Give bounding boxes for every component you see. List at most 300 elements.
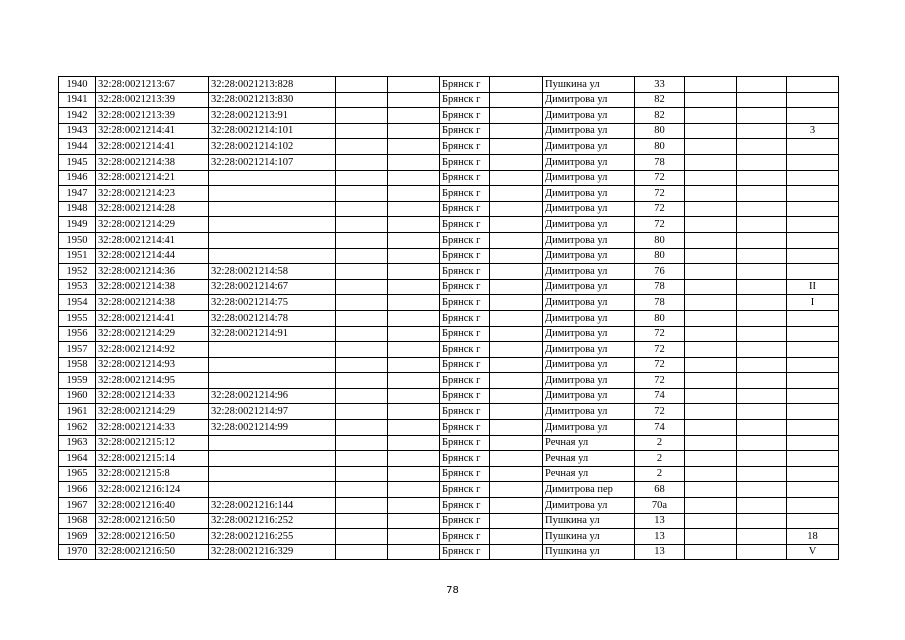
cell-empty xyxy=(490,108,543,124)
cell-house: 13 xyxy=(635,529,685,545)
cell-cad1: 32:28:0021214:29 xyxy=(96,404,209,420)
cell-cad2: 32:28:0021213:91 xyxy=(209,108,336,124)
cell-house: 2 xyxy=(635,435,685,451)
cell-empty xyxy=(737,310,787,326)
cell-city: Брянск г xyxy=(440,326,490,342)
cell-num: 1942 xyxy=(59,108,96,124)
cell-empty xyxy=(336,404,388,420)
cell-empty xyxy=(490,482,543,498)
cell-street: Димитрова ул xyxy=(543,498,635,514)
cell-cad2: 32:28:0021213:828 xyxy=(209,77,336,93)
cell-num: 1941 xyxy=(59,92,96,108)
cell-cad2 xyxy=(209,482,336,498)
cell-empty xyxy=(336,435,388,451)
cell-empty xyxy=(490,373,543,389)
cell-num: 1940 xyxy=(59,77,96,93)
cell-num: 1947 xyxy=(59,186,96,202)
cell-empty xyxy=(388,201,440,217)
cell-empty xyxy=(336,77,388,93)
cell-empty xyxy=(737,170,787,186)
table-row xyxy=(59,466,839,482)
table-row xyxy=(59,154,839,170)
cell-empty xyxy=(685,342,737,358)
cell-num: 1965 xyxy=(59,466,96,482)
cell-cad1: 32:28:0021214:33 xyxy=(96,388,209,404)
cell-cad2 xyxy=(209,373,336,389)
cell-extra xyxy=(787,482,839,498)
cell-empty xyxy=(737,108,787,124)
cell-empty xyxy=(490,420,543,436)
cell-street: Речная ул xyxy=(543,451,635,467)
cell-house: 74 xyxy=(635,388,685,404)
cell-street: Димитрова ул xyxy=(543,186,635,202)
cell-extra xyxy=(787,108,839,124)
table-row xyxy=(59,420,839,436)
cell-city: Брянск г xyxy=(440,123,490,139)
cell-empty xyxy=(388,451,440,467)
cell-street: Пушкина ул xyxy=(543,544,635,560)
cell-empty xyxy=(388,420,440,436)
cell-empty xyxy=(685,373,737,389)
cell-empty xyxy=(490,435,543,451)
cell-cad1: 32:28:0021213:67 xyxy=(96,77,209,93)
cell-street: Димитрова ул xyxy=(543,123,635,139)
table-row xyxy=(59,404,839,420)
cell-cad2: 32:28:0021214:102 xyxy=(209,139,336,155)
cell-empty xyxy=(737,186,787,202)
cell-empty xyxy=(685,498,737,514)
table-row xyxy=(59,232,839,248)
cell-cad2: 32:28:0021214:99 xyxy=(209,420,336,436)
cell-city: Брянск г xyxy=(440,295,490,311)
cell-empty xyxy=(336,186,388,202)
cell-num: 1966 xyxy=(59,482,96,498)
cell-cad1: 32:28:0021214:95 xyxy=(96,373,209,389)
cell-cad1: 32:28:0021214:41 xyxy=(96,232,209,248)
cell-empty xyxy=(336,217,388,233)
cell-extra: V xyxy=(787,544,839,560)
cell-empty xyxy=(685,357,737,373)
cell-empty xyxy=(685,404,737,420)
cell-empty xyxy=(388,264,440,280)
cell-num: 1957 xyxy=(59,342,96,358)
cell-extra xyxy=(787,357,839,373)
cell-cad2: 32:28:0021214:75 xyxy=(209,295,336,311)
cell-city: Брянск г xyxy=(440,232,490,248)
cell-city: Брянск г xyxy=(440,342,490,358)
cell-cad1: 32:28:0021213:39 xyxy=(96,92,209,108)
cell-extra xyxy=(787,342,839,358)
cell-empty xyxy=(490,513,543,529)
cell-empty xyxy=(685,154,737,170)
cell-street: Димитрова ул xyxy=(543,108,635,124)
cell-extra xyxy=(787,498,839,514)
cell-num: 1946 xyxy=(59,170,96,186)
cell-house: 80 xyxy=(635,310,685,326)
cell-empty xyxy=(685,420,737,436)
cell-empty xyxy=(336,201,388,217)
cell-empty xyxy=(336,310,388,326)
cell-empty xyxy=(388,498,440,514)
cell-extra xyxy=(787,139,839,155)
cell-extra: 3 xyxy=(787,123,839,139)
cell-house: 68 xyxy=(635,482,685,498)
cell-empty xyxy=(336,513,388,529)
cell-street: Димитрова пер xyxy=(543,482,635,498)
cell-city: Брянск г xyxy=(440,279,490,295)
cell-street: Димитрова ул xyxy=(543,279,635,295)
cell-cad2 xyxy=(209,232,336,248)
cell-street: Димитрова ул xyxy=(543,326,635,342)
cell-empty xyxy=(490,498,543,514)
cell-empty xyxy=(388,279,440,295)
cell-empty xyxy=(490,201,543,217)
cell-num: 1964 xyxy=(59,451,96,467)
cell-cad2 xyxy=(209,186,336,202)
cell-empty xyxy=(685,232,737,248)
cell-empty xyxy=(336,466,388,482)
registry-body xyxy=(59,77,839,560)
cell-city: Брянск г xyxy=(440,513,490,529)
cell-cad1: 32:28:0021214:29 xyxy=(96,326,209,342)
cell-empty xyxy=(336,232,388,248)
cell-extra xyxy=(787,451,839,467)
cell-empty xyxy=(685,248,737,264)
cell-empty xyxy=(685,451,737,467)
cell-empty xyxy=(490,451,543,467)
cell-empty xyxy=(388,326,440,342)
cell-cad1: 32:28:0021215:8 xyxy=(96,466,209,482)
cell-house: 82 xyxy=(635,108,685,124)
cell-num: 1963 xyxy=(59,435,96,451)
cell-empty xyxy=(737,154,787,170)
table-row xyxy=(59,123,839,139)
cell-num: 1943 xyxy=(59,123,96,139)
cell-cad1: 32:28:0021215:14 xyxy=(96,451,209,467)
page-number: 78 xyxy=(446,585,459,596)
cell-city: Брянск г xyxy=(440,248,490,264)
table-row xyxy=(59,373,839,389)
cell-empty xyxy=(685,201,737,217)
cell-house: 80 xyxy=(635,123,685,139)
cell-empty xyxy=(737,342,787,358)
cell-empty xyxy=(490,139,543,155)
cell-empty xyxy=(737,435,787,451)
cell-street: Димитрова ул xyxy=(543,232,635,248)
cell-cad2 xyxy=(209,217,336,233)
cell-empty xyxy=(737,466,787,482)
table-row xyxy=(59,310,839,326)
cell-empty xyxy=(388,108,440,124)
table-row xyxy=(59,92,839,108)
cell-cad2 xyxy=(209,201,336,217)
cell-empty xyxy=(388,482,440,498)
cell-empty xyxy=(490,264,543,280)
cell-num: 1967 xyxy=(59,498,96,514)
cell-city: Брянск г xyxy=(440,404,490,420)
cell-house: 72 xyxy=(635,186,685,202)
cell-empty xyxy=(336,123,388,139)
table-row xyxy=(59,186,839,202)
cell-street: Димитрова ул xyxy=(543,170,635,186)
cell-empty xyxy=(685,170,737,186)
cell-extra xyxy=(787,92,839,108)
cell-extra xyxy=(787,373,839,389)
cell-empty xyxy=(490,342,543,358)
cell-empty xyxy=(490,404,543,420)
cell-num: 1955 xyxy=(59,310,96,326)
cell-empty xyxy=(685,217,737,233)
cell-num: 1969 xyxy=(59,529,96,545)
cell-num: 1949 xyxy=(59,217,96,233)
cell-street: Димитрова ул xyxy=(543,404,635,420)
cell-cad1: 32:28:0021216:50 xyxy=(96,544,209,560)
cell-cad2: 32:28:0021214:58 xyxy=(209,264,336,280)
cell-house: 80 xyxy=(635,232,685,248)
cell-empty xyxy=(685,310,737,326)
cell-empty xyxy=(336,326,388,342)
cell-empty xyxy=(490,295,543,311)
cell-street: Димитрова ул xyxy=(543,420,635,436)
cell-empty xyxy=(737,482,787,498)
cell-empty xyxy=(490,357,543,373)
cell-city: Брянск г xyxy=(440,201,490,217)
cell-empty xyxy=(685,295,737,311)
cell-empty xyxy=(490,123,543,139)
cell-empty xyxy=(336,420,388,436)
cell-empty xyxy=(490,529,543,545)
cell-extra xyxy=(787,435,839,451)
cell-house: 13 xyxy=(635,544,685,560)
cell-empty xyxy=(388,388,440,404)
cell-empty xyxy=(685,92,737,108)
cell-empty xyxy=(737,248,787,264)
cell-cad1: 32:28:0021214:36 xyxy=(96,264,209,280)
cell-empty xyxy=(737,217,787,233)
cell-empty xyxy=(685,388,737,404)
cell-empty xyxy=(388,170,440,186)
cell-street: Пушкина ул xyxy=(543,77,635,93)
cell-street: Пушкина ул xyxy=(543,513,635,529)
cell-empty xyxy=(685,139,737,155)
cell-cad2 xyxy=(209,342,336,358)
cell-empty xyxy=(336,529,388,545)
cell-empty xyxy=(336,357,388,373)
cell-cad2: 32:28:0021214:67 xyxy=(209,279,336,295)
cell-house: 78 xyxy=(635,295,685,311)
cell-num: 1960 xyxy=(59,388,96,404)
cell-empty xyxy=(685,279,737,295)
cell-empty xyxy=(388,217,440,233)
cell-num: 1970 xyxy=(59,544,96,560)
cell-house: 82 xyxy=(635,92,685,108)
cell-cad1: 32:28:0021215:12 xyxy=(96,435,209,451)
cell-extra xyxy=(787,466,839,482)
cell-empty xyxy=(737,388,787,404)
cell-street: Димитрова ул xyxy=(543,139,635,155)
cell-cad1: 32:28:0021216:50 xyxy=(96,513,209,529)
cell-cad2: 32:28:0021216:252 xyxy=(209,513,336,529)
cell-house: 13 xyxy=(635,513,685,529)
cell-empty xyxy=(336,295,388,311)
cell-city: Брянск г xyxy=(440,388,490,404)
cell-empty xyxy=(388,466,440,482)
cell-house: 74 xyxy=(635,420,685,436)
cell-empty xyxy=(490,170,543,186)
cell-empty xyxy=(490,310,543,326)
cell-cad1: 32:28:0021213:39 xyxy=(96,108,209,124)
cell-cad1: 32:28:0021214:21 xyxy=(96,170,209,186)
cell-house: 72 xyxy=(635,217,685,233)
cell-empty xyxy=(685,108,737,124)
table-row xyxy=(59,388,839,404)
cell-cad2: 32:28:0021214:91 xyxy=(209,326,336,342)
cell-empty xyxy=(737,77,787,93)
cell-city: Брянск г xyxy=(440,451,490,467)
cell-extra xyxy=(787,170,839,186)
table-row xyxy=(59,498,839,514)
cell-cad1: 32:28:0021214:38 xyxy=(96,295,209,311)
cell-street: Речная ул xyxy=(543,466,635,482)
cell-empty xyxy=(737,201,787,217)
cell-empty xyxy=(685,264,737,280)
cell-extra xyxy=(787,264,839,280)
cell-house: 2 xyxy=(635,451,685,467)
cell-cad1: 32:28:0021216:124 xyxy=(96,482,209,498)
cell-city: Брянск г xyxy=(440,466,490,482)
cell-empty xyxy=(490,232,543,248)
cell-empty xyxy=(490,77,543,93)
cell-empty xyxy=(336,264,388,280)
cell-extra: II xyxy=(787,279,839,295)
cell-empty xyxy=(388,373,440,389)
cell-empty xyxy=(388,404,440,420)
cell-city: Брянск г xyxy=(440,435,490,451)
cell-street: Димитрова ул xyxy=(543,342,635,358)
cell-num: 1945 xyxy=(59,154,96,170)
cell-city: Брянск г xyxy=(440,357,490,373)
cell-house: 80 xyxy=(635,248,685,264)
cell-cad2: 32:28:0021214:107 xyxy=(209,154,336,170)
table-row xyxy=(59,482,839,498)
cell-empty xyxy=(490,92,543,108)
cell-empty xyxy=(388,310,440,326)
cell-house: 76 xyxy=(635,264,685,280)
cell-empty xyxy=(685,123,737,139)
cell-num: 1962 xyxy=(59,420,96,436)
cell-street: Речная ул xyxy=(543,435,635,451)
cell-city: Брянск г xyxy=(440,186,490,202)
cell-house: 33 xyxy=(635,77,685,93)
cell-empty xyxy=(737,513,787,529)
cell-empty xyxy=(388,342,440,358)
table-row xyxy=(59,170,839,186)
cell-cad1: 32:28:0021214:41 xyxy=(96,123,209,139)
table-row xyxy=(59,295,839,311)
cell-empty xyxy=(685,482,737,498)
table-row xyxy=(59,451,839,467)
cell-empty xyxy=(490,388,543,404)
cell-empty xyxy=(490,544,543,560)
cell-street: Димитрова ул xyxy=(543,295,635,311)
cell-house: 70а xyxy=(635,498,685,514)
cell-empty xyxy=(737,123,787,139)
cell-street: Димитрова ул xyxy=(543,373,635,389)
cell-cad2: 32:28:0021214:101 xyxy=(209,123,336,139)
cell-cad2 xyxy=(209,466,336,482)
cell-empty xyxy=(737,264,787,280)
cell-empty xyxy=(336,92,388,108)
cell-extra xyxy=(787,388,839,404)
table-row xyxy=(59,342,839,358)
cell-extra xyxy=(787,248,839,264)
cell-empty xyxy=(336,108,388,124)
cell-empty xyxy=(388,248,440,264)
cell-cad1: 32:28:0021214:33 xyxy=(96,420,209,436)
cell-cad1: 32:28:0021216:50 xyxy=(96,529,209,545)
cell-empty xyxy=(490,466,543,482)
cell-empty xyxy=(490,279,543,295)
cell-house: 72 xyxy=(635,201,685,217)
cell-empty xyxy=(737,139,787,155)
cell-city: Брянск г xyxy=(440,373,490,389)
table-row xyxy=(59,529,839,545)
cell-house: 72 xyxy=(635,170,685,186)
cell-empty xyxy=(490,186,543,202)
cell-street: Димитрова ул xyxy=(543,248,635,264)
cell-house: 72 xyxy=(635,373,685,389)
cell-cad2: 32:28:0021214:97 xyxy=(209,404,336,420)
cell-city: Брянск г xyxy=(440,310,490,326)
cell-empty xyxy=(336,342,388,358)
cell-empty xyxy=(388,295,440,311)
cell-empty xyxy=(388,513,440,529)
cell-cad1: 32:28:0021214:38 xyxy=(96,154,209,170)
cell-num: 1956 xyxy=(59,326,96,342)
cell-city: Брянск г xyxy=(440,170,490,186)
cell-empty xyxy=(336,388,388,404)
cell-empty xyxy=(336,451,388,467)
cell-house: 72 xyxy=(635,342,685,358)
cell-extra xyxy=(787,420,839,436)
cell-empty xyxy=(737,295,787,311)
cell-house: 78 xyxy=(635,154,685,170)
cell-empty xyxy=(737,404,787,420)
cell-extra xyxy=(787,186,839,202)
cell-cad1: 32:28:0021214:93 xyxy=(96,357,209,373)
cell-city: Брянск г xyxy=(440,139,490,155)
cell-empty xyxy=(388,154,440,170)
cell-extra xyxy=(787,232,839,248)
cell-cad2: 32:28:0021214:96 xyxy=(209,388,336,404)
cell-city: Брянск г xyxy=(440,529,490,545)
cell-empty xyxy=(336,544,388,560)
cell-street: Димитрова ул xyxy=(543,310,635,326)
cell-empty xyxy=(490,326,543,342)
cell-empty xyxy=(490,154,543,170)
cell-house: 72 xyxy=(635,326,685,342)
cell-street: Пушкина ул xyxy=(543,529,635,545)
cell-empty xyxy=(388,123,440,139)
cell-num: 1954 xyxy=(59,295,96,311)
cell-empty xyxy=(685,513,737,529)
cell-empty xyxy=(336,154,388,170)
cell-empty xyxy=(388,357,440,373)
table-row xyxy=(59,248,839,264)
cell-num: 1953 xyxy=(59,279,96,295)
cell-cad1: 32:28:0021214:29 xyxy=(96,217,209,233)
cell-empty xyxy=(737,544,787,560)
